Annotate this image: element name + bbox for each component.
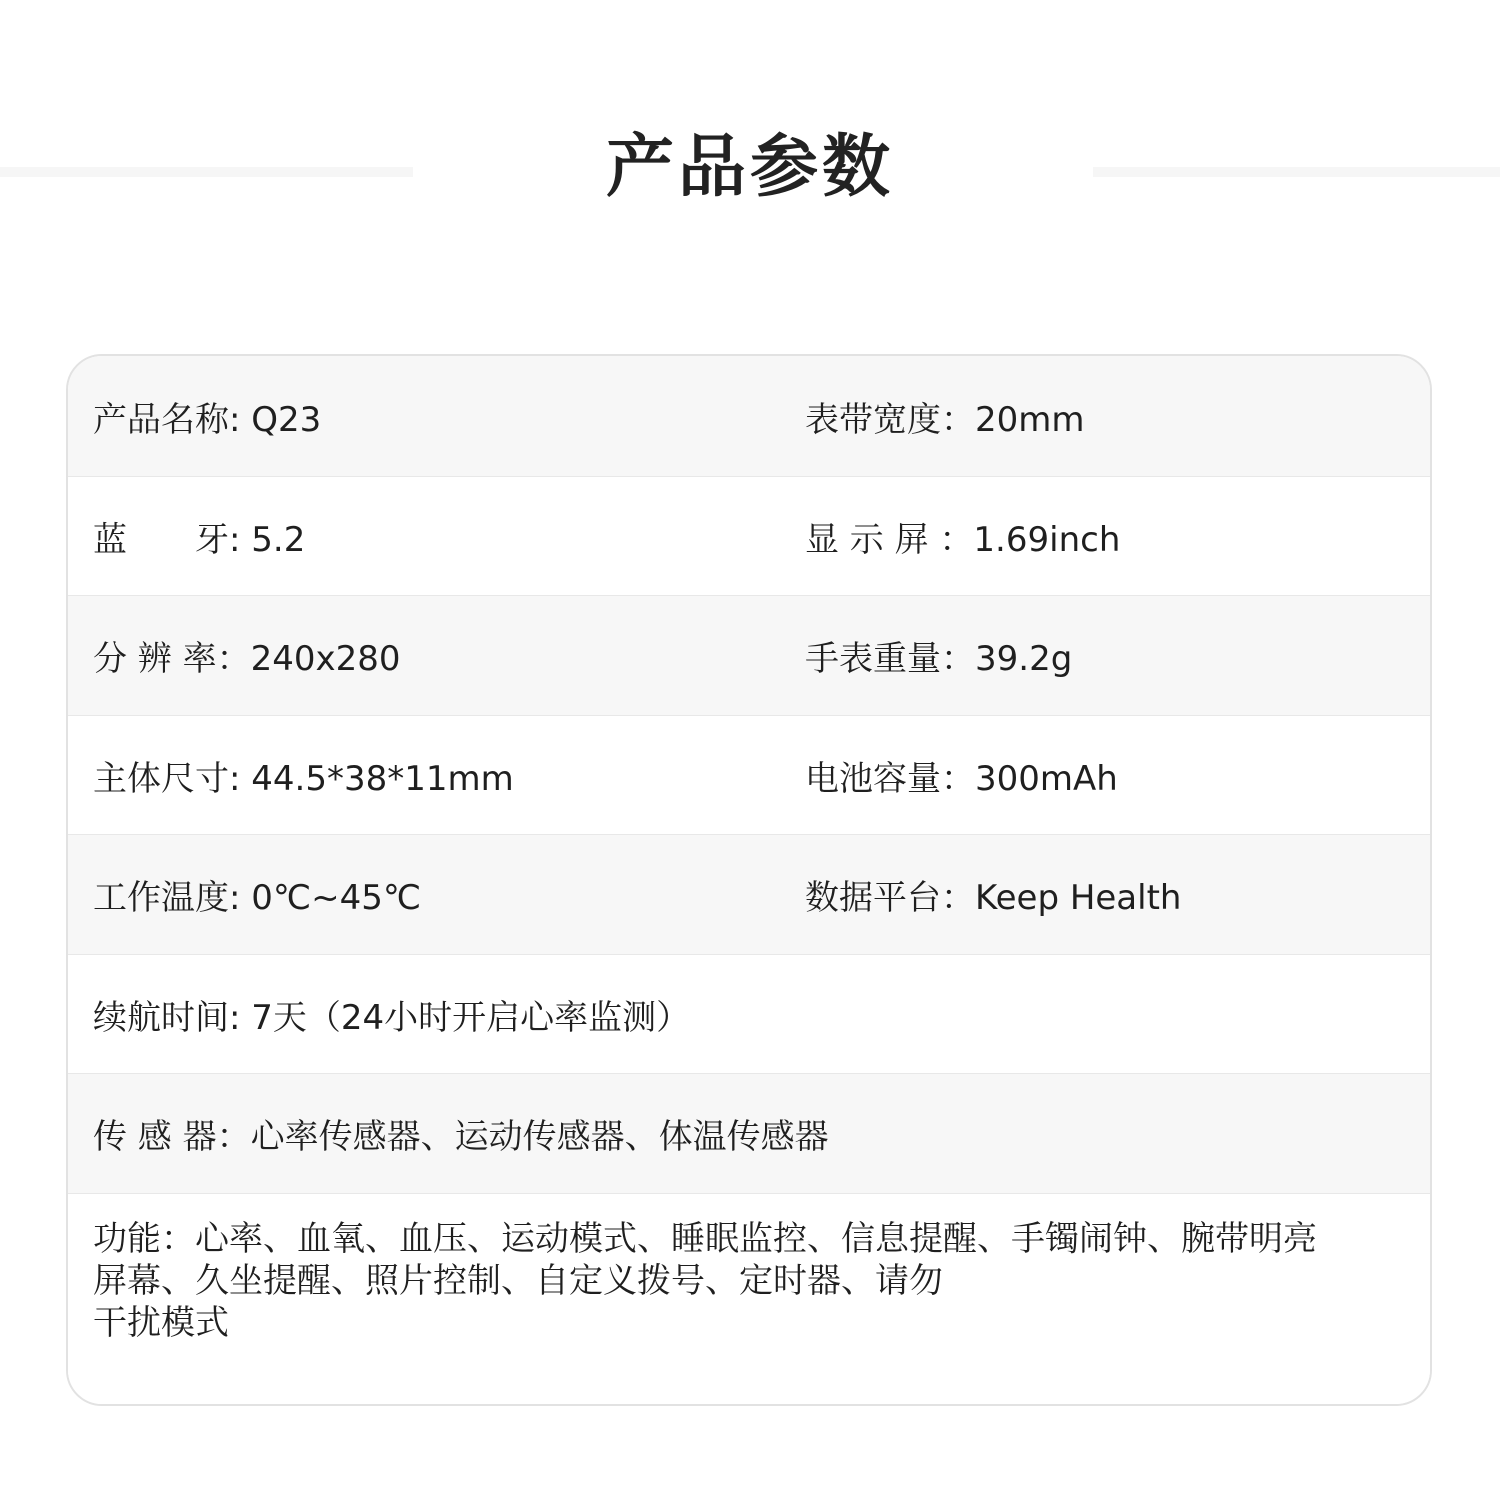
spec-row-1 <box>68 356 1430 477</box>
spec-product-name: 产品名称: Q23 <box>93 399 322 440</box>
spec-features <box>93 1218 1413 1344</box>
features-line-2: 屏幕、久坐提醒、照片控制、自定义拨号、定时器、请勿 <box>93 1261 943 1301</box>
spec-body-size: 主体尺寸: 44.5*38*11mm <box>93 758 514 799</box>
spec-row-3 <box>68 596 1430 716</box>
spec-table <box>66 354 1432 1406</box>
spec-row-4 <box>68 716 1430 835</box>
spec-row-5 <box>68 835 1430 955</box>
spec-sensors: 传 感 器：心率传感器、运动传感器、体温传感器 <box>93 1117 829 1157</box>
spec-data-platform: 数据平台：Keep Health <box>805 878 1182 918</box>
spec-resolution: 分 辨 率：240x280 <box>93 639 401 679</box>
spec-row-7 <box>68 1074 1430 1194</box>
spec-battery: 电池容量：300mAh <box>805 758 1118 799</box>
spec-row-features <box>68 1194 1430 1406</box>
page-title: 产品参数 <box>605 128 894 207</box>
spec-bluetooth: 蓝 牙: 5.2 <box>93 519 306 560</box>
spec-battery-life: 续航时间: 7天（24小时开启心率监测） <box>93 997 691 1038</box>
spec-operating-temp: 工作温度: 0℃~45℃ <box>93 878 422 918</box>
spec-row-6 <box>68 955 1430 1074</box>
features-line-1: 功能：心率、血氧、血压、运动模式、睡眠监控、信息提醒、手镯闹钟、腕带明亮 <box>93 1219 1317 1259</box>
spec-row-2 <box>68 477 1430 596</box>
spec-display: 显 示 屏 ：1.69inch <box>805 519 1121 560</box>
spec-weight: 手表重量：39.2g <box>805 639 1073 679</box>
spec-strap-width: 表带宽度：20mm <box>805 399 1085 440</box>
features-line-3: 干扰模式 <box>93 1303 229 1343</box>
